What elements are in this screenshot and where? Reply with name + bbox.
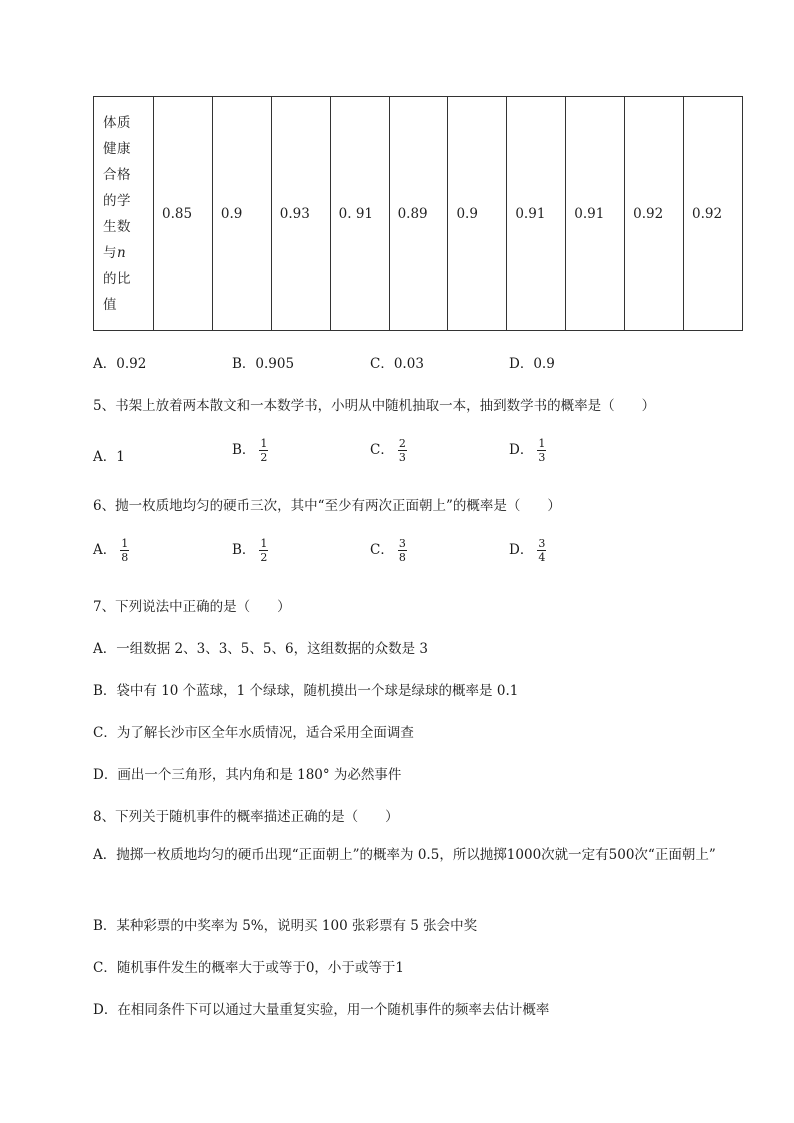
table-cell: 0.91 — [566, 97, 625, 331]
table-cell: 0.9 — [448, 97, 507, 331]
ratio-table — [93, 96, 743, 331]
q4-option-d: D．0.9 — [509, 356, 555, 372]
q5-option-a: A．1 — [93, 449, 125, 465]
row-header-line: 合格 — [103, 166, 131, 183]
q4-option-b: B．0.905 — [232, 356, 295, 372]
q6-stem: 6、抛一枚质地均匀的硬币三次，其中“至少有两次正面朝上”的概率是（ ） — [93, 498, 561, 514]
q7-stem: 7、下列说法中正确的是（ ） — [93, 599, 291, 615]
q6-option-b: B． $\frac{1}{2}$ — [232, 537, 268, 564]
table-cell: 0.92 — [684, 97, 743, 331]
row-header-line: 的比 — [103, 270, 131, 287]
table-cell: 0.89 — [389, 97, 448, 331]
variable-n: n — [117, 244, 127, 261]
q5-option-b: B． $\frac{1}{2}$ — [232, 437, 268, 464]
fraction: $\frac{3}{8}$ — [398, 537, 406, 564]
q7-option-b: B．袋中有 10 个蓝球，1 个绿球，随机摸出一个球是绿球的概率是 0.1 — [93, 683, 519, 699]
row-header — [94, 97, 154, 331]
q5-option-c: C． $\frac{2}{3}$ — [370, 437, 406, 464]
row-header-line — [103, 240, 153, 266]
table-cell: 0.9 — [212, 97, 271, 331]
table-cell: 0. 91 — [330, 97, 389, 331]
q6-option-d: D． $\frac{3}{4}$ — [509, 537, 546, 564]
row-header-line: 生数 — [103, 218, 131, 235]
q7-option-c: C．为了解长沙市区全年水质情况，适合采用全面调查 — [93, 725, 414, 741]
q8-option-b: B．某种彩票的中奖率为 5%，说明买 100 张彩票有 5 张会中奖 — [93, 918, 478, 934]
table-cell: 0.91 — [507, 97, 566, 331]
q7-option-d: D．画出一个三角形，其内角和是 180° 为必然事件 — [93, 767, 402, 783]
q8-option-c: C．随机事件发生的概率大于或等于0，小于或等于1 — [93, 960, 405, 976]
fraction: $\frac{3}{4}$ — [538, 537, 546, 564]
q8-option-d: D．在相同条件下可以通过大量重复实验，用一个随机事件的频率去估计概率 — [93, 1002, 550, 1018]
row-header-line: 的学 — [103, 192, 131, 209]
q6-option-a: A． $\frac{1}{8}$ — [93, 537, 129, 564]
q5-stem: 5、书架上放着两本散文和一本数学书，小明从中随机抽取一本，抽到数学书的概率是（ ） — [93, 398, 656, 414]
fraction: $\frac{1}{3}$ — [538, 437, 546, 464]
q5-option-d: D． $\frac{1}{3}$ — [509, 437, 546, 464]
fraction: $\frac{1}{2}$ — [260, 537, 268, 564]
fraction: $\frac{1}{2}$ — [260, 437, 268, 464]
table-cell: 0.85 — [154, 97, 213, 331]
table-cell: 0.92 — [625, 97, 684, 331]
q8-option-a: A．抛掷一枚质地均匀的硬币出现“正面朝上”的概率为 0.5，所以抛掷1000次就一定有500次“正面朝上” — [93, 847, 716, 863]
table-row — [94, 97, 743, 331]
fraction: $\frac{1}{8}$ — [121, 537, 129, 564]
row-header-text: 与 — [103, 244, 117, 261]
q6-option-c: C． $\frac{3}{8}$ — [370, 537, 406, 564]
table-cell: 0.93 — [271, 97, 330, 331]
fraction: $\frac{2}{3}$ — [398, 437, 406, 464]
q8-stem: 8、下列关于随机事件的概率描述正确的是（ ） — [93, 809, 399, 825]
q4-option-a: A．0.92 — [93, 356, 147, 372]
row-header-line: 健康 — [103, 140, 131, 157]
row-header-line: 体质 — [103, 114, 131, 131]
row-header-line: 值 — [103, 296, 117, 313]
q4-option-c: C．0.03 — [370, 356, 424, 372]
q7-option-a: A．一组数据 2、3、3、5、5、6，这组数据的众数是 3 — [93, 641, 428, 657]
